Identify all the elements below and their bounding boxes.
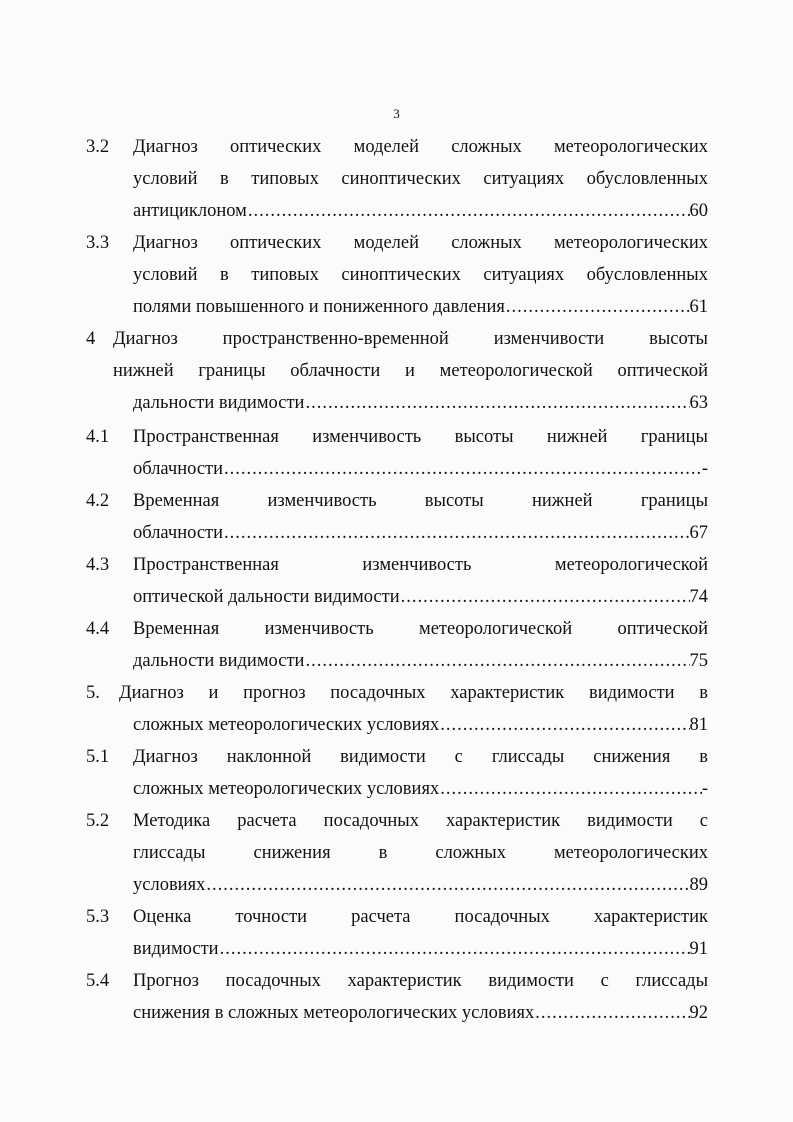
toc-entry-title-end: снижения в сложных метеорологических условиях [133, 1003, 535, 1023]
toc-entry-number: 4.3 [86, 555, 110, 575]
toc-entry-leader-line [133, 195, 708, 227]
toc-entry-number: 4.4 [86, 619, 110, 639]
toc-entry-page: 89 [689, 875, 708, 895]
toc-entry-title-end: облачности [133, 459, 224, 479]
toc-entry-title-end: видимости [133, 939, 219, 959]
toc-entry-title-line: Диагноз и прогноз посадочных характеристик видимости в [119, 683, 708, 703]
toc-entry-leader-line [133, 387, 708, 419]
toc-entry-leader-line [133, 773, 708, 805]
toc-entry-number: 4.2 [86, 491, 110, 511]
toc-entry-title-line: Диагноз оптических моделей сложных метеорологических [133, 233, 708, 253]
dot-leader [400, 581, 690, 613]
toc-entry-title-line: нижней границы облачности и метеорологической оптической [113, 361, 708, 381]
dot-leader [505, 291, 690, 323]
toc-entry-number: 5.3 [86, 907, 110, 927]
toc-entry-page: 74 [689, 587, 708, 607]
dot-leader [223, 453, 702, 485]
toc-entry-number: 5.2 [86, 811, 110, 831]
toc-entry-title-end: дальности видимости [133, 393, 305, 413]
toc-entry-title-line: Методика расчета посадочных характеристик видимости с [133, 811, 708, 831]
toc-entry-leader-line [133, 581, 708, 613]
dot-leader [223, 517, 689, 549]
toc-entry-title-line: Временная изменчивость высоты нижней границы [133, 491, 708, 511]
dot-leader [304, 387, 689, 419]
toc-entry-title-line: Пространственная изменчивость высоты нижней границы [133, 427, 708, 447]
toc-entry-number: 5. [86, 683, 100, 703]
toc-entry-page: 63 [689, 393, 708, 413]
dot-leader [439, 709, 689, 741]
toc-entry-page: 61 [689, 297, 708, 317]
toc-entry-page: 75 [689, 651, 708, 671]
toc-entry-number: 5.4 [86, 971, 110, 991]
toc-entry-title-line: условий в типовых синоптических ситуациях обусловленных [133, 169, 708, 189]
toc-entry-number: 3.3 [86, 233, 110, 253]
toc-entry-page: 91 [689, 939, 708, 959]
toc-entry-title-line: Диагноз пространственно-временной изменчивости высоты [113, 329, 708, 349]
dot-leader [219, 933, 690, 965]
toc-entry-number: 5.1 [86, 747, 110, 767]
toc-entry-page: 60 [689, 201, 708, 221]
toc-entry-title-line: Диагноз оптических моделей сложных метеорологических [133, 137, 708, 157]
dot-leader [205, 869, 689, 901]
toc-entry-page: 92 [689, 1003, 708, 1023]
toc-entry-title-end: полями повышенного и пониженного давления [133, 297, 505, 317]
toc-entry-leader-line [133, 709, 708, 741]
toc-entry-title-end: сложных метеорологических условиях [133, 715, 440, 735]
toc-entry-title-line: глиссады снижения в сложных метеорологических [133, 843, 708, 863]
toc-entry-title-end: антициклоном [133, 201, 247, 221]
toc-entry-title-line: Пространственная изменчивость метеорологической [133, 555, 708, 575]
dot-leader [439, 773, 702, 805]
toc-entry-page: 81 [689, 715, 708, 735]
toc-entry-title-line: условий в типовых синоптических ситуациях обусловленных [133, 265, 708, 285]
toc-entry-title-line: Диагноз наклонной видимости с глиссады снижения в [133, 747, 708, 767]
toc-entry-number: 4.1 [86, 427, 110, 447]
toc-entry-number: 3.2 [86, 137, 110, 157]
toc-entry-title-end: дальности видимости [133, 651, 305, 671]
dot-leader [247, 195, 690, 227]
toc-entry-title-end: оптической дальности видимости [133, 587, 400, 607]
toc-entry-title-line: Оценка точности расчета посадочных характеристик [133, 907, 708, 927]
toc-entry-title-line: Прогноз посадочных характеристик видимости с глиссады [133, 971, 708, 991]
page-number: 3 [393, 106, 400, 121]
toc-entry-page: - [701, 459, 708, 479]
dot-leader [534, 997, 689, 1029]
toc-entry-leader-line [133, 291, 708, 323]
toc-entry-title-end: облачности [133, 523, 224, 543]
toc-entry-leader-line [133, 453, 708, 485]
toc-entry-leader-line [133, 933, 708, 965]
dot-leader [304, 645, 689, 677]
toc-entry-leader-line [133, 517, 708, 549]
toc-entry-leader-line [133, 645, 708, 677]
toc-entry-title-end: сложных метеорологических условиях [133, 779, 440, 799]
toc-entry-number: 4 [86, 329, 96, 349]
toc-entry-title-line: Временная изменчивость метеорологической оптической [133, 619, 708, 639]
toc-entry-page: - [701, 779, 708, 799]
toc-entry-page: 67 [689, 523, 708, 543]
toc-entry-leader-line [133, 869, 708, 901]
toc-entry-title-end: условиях [133, 875, 206, 895]
toc-entry-leader-line [133, 997, 708, 1029]
